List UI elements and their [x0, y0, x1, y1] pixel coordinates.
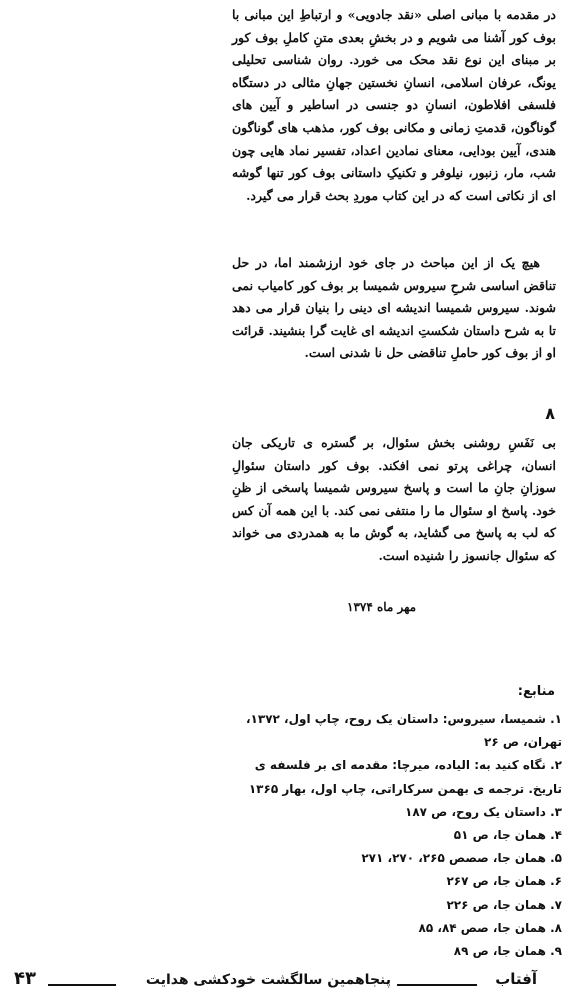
reference-item: ۷. همان جا، ص ۲۲۶ [446, 897, 562, 912]
reference-item: ۸. همان جا، صص ۸۴، ۸۵ [418, 920, 562, 935]
section-number: ۸ [545, 404, 555, 423]
paragraph-critique: هیچ یک از این مباحث در جای خود ارزشمند اما، در حل تناقض اساسی شرحِ سیروس شمیسا بر بوف کور کامیاب نمی شوند. سیروس شمیسا اندیشه ای دینی را بنیان قرار می دهد تا به شرح داستان شکستِ اندیشه ای غایت گرا بنشیند. قرائت او از بوف کور حاملِ تناقضی حل نا شدنی است. [232, 255, 556, 361]
article-date: مهر ماه ۱۳۷۴ [347, 600, 417, 614]
page-footer [0, 968, 577, 998]
body-column-middle [232, 252, 556, 365]
reference-item: ۹. همان جا، ص ۸۹ [453, 944, 562, 959]
page-number: ۴۳ [14, 968, 36, 989]
footer-rule [397, 984, 477, 986]
footer-rule [48, 984, 116, 986]
reference-item: ۲. نگاه کنید به: الیاده، میرچا: مقدمه ای بر فلسفه ی تاریخ. ترجمه ی بهمن سرکاراتی، چاپ اول، بهار ۱۳۶۵ [248, 758, 562, 796]
reference-item: ۶. همان جا، ص ۲۶۷ [446, 874, 562, 889]
reference-item: ۵. همان جا، صصص ۲۶۵، ۲۷۰، ۲۷۱ [361, 851, 562, 866]
references-list [232, 708, 562, 963]
reference-item: ۴. همان جا، ص ۵۱ [453, 828, 562, 843]
reference-item: ۱. شمیسا، سیروس: داستان یک روح، چاپ اول، ۱۳۷۲، تهران، ص ۲۶ [245, 712, 562, 750]
body-column-bottom [232, 432, 556, 568]
paragraph-intro: در مقدمه با مبانی اصلی «نقد جادویی» و ارتباطِ این مبانی با بوف کور آشنا می شویم و در بخشِ بعدی متنِ کاملِ بوف کور بر مبنای این نوع نقد محک می خورد. روان شناسی تحلیلی یونگ، عرفان اسلامی، انسانِ نخستین جهانِ مثالی در دستگاه فلسفی افلاطون، انسانِ دو جنسی در اساطیر و آیین های گوناگون، قدمتِ زمانی و مکانی بوف کور، مذهب های گوناگون هندی، آیین بودایی، معنای نمادین اعداد، تفسیر نماد هایی چون شب، مار، زنبور، نیلوفر و تکنیکِ داستانی بوف کور تنها گوشه ای از نکاتی است که در این کتاب موردِ بحث قرار می گیرد. [232, 7, 556, 203]
paragraph-conclusion: بی نَفَسِ روشنی بخش سئوال، بر گستره ی تاریکی جان انسان، چراغی پرتو نمی افکند. بوف کور داستان سئوالِ سوزانِ جانِ ما است و پاسخ سیروس شمیسا پاسخی از ظنِ خود. پاسخ او سئوال ما را منتفی نمی کند. با این همه آن کس که لب به پاسخ می گشاید، به گوش ما به همدردی می خواند که سئوال جانسوز را شنیده است. [232, 435, 556, 563]
footer-magazine-name: آفتاب [495, 970, 537, 988]
reference-item: ۳. داستان یک روح، ص ۱۸۷ [405, 804, 562, 819]
references-heading: منابع: [517, 684, 555, 699]
footer-title: پنجاهمین سالگشت خودکشی هدایت [145, 972, 391, 988]
body-column-top [232, 4, 556, 207]
